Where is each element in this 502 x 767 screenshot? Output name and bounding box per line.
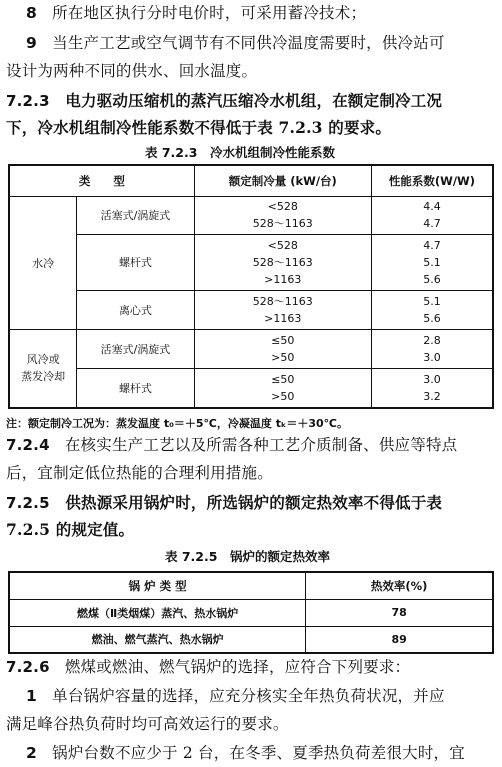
type-cell: 活塞式/涡旋式 [77,196,194,234]
clause-7-2-4 [6,434,457,456]
clause-7-2-5-line2: 7.2.5 的规定值。 [6,520,135,539]
cop-value: 5.1 [423,255,441,269]
clause-number: 7.2.4 [6,436,50,454]
boiler-efficiency-table [8,571,494,654]
cop-cell [371,329,493,368]
list-item-9 [26,32,445,54]
capacity-value: <528 [267,238,298,252]
group-air-cooled [9,329,77,408]
table-7-2-3-caption: 表 7.2.3 冷水机组制冷性能系数 [145,145,335,160]
clause-7-2-3 [6,90,442,112]
table-row [9,290,493,329]
capacity-value: >1163 [264,311,302,325]
clause-7-2-6-item-2 [26,742,465,764]
clause-text: 供热源采用锅炉时，所选锅炉的额定热效率不得低于表 [65,493,443,512]
cop-cell [371,196,493,234]
table-header-row [9,572,493,599]
type-cell: 离心式 [77,290,194,329]
capacity-value: 528～1163 [252,255,313,269]
type-cell: 活塞式/涡旋式 [77,329,194,368]
list-item-8 [26,2,366,24]
group-water-cooled: 水冷 [9,196,77,329]
clause-7-2-5 [6,492,442,514]
item-text: 当生产工艺或空气调节有不同供冷温度需要时，供冷站可 [52,34,445,52]
header-capacity: 额定制冷量 (kW/台) [194,165,371,196]
efficiency-cell: 78 [306,599,493,626]
table-header-row [9,165,493,196]
table-row [9,196,493,234]
cop-value: 5.6 [423,272,441,286]
clause-7-2-4-line2: 后，宜制定低位热能的合理利用措施。 [6,464,273,482]
efficiency-cell: 89 [306,626,493,653]
clause-7-2-6-item-1-line2: 满足峰谷热负荷时均可高效运行的要求。 [6,715,289,733]
table-row [9,234,493,290]
type-cell: 螺杆式 [77,234,194,290]
cop-value: 4.7 [423,238,441,252]
capacity-value: ≤50 [271,372,295,386]
group-name-line: 风冷或 [26,353,60,367]
table-row [9,329,493,368]
cop-cell [371,368,493,408]
capacity-value: >1163 [264,272,302,286]
cop-value: 3.2 [423,389,441,403]
clause-number: 7.2.5 [6,494,50,512]
boiler-type-cell: 燃油、燃气蒸汽、热水锅炉 [9,626,306,653]
capacity-cell [194,290,371,329]
cop-value: 3.0 [423,372,441,386]
clause-number: 7.2.6 [6,658,50,676]
header-cop: 性能系数(W/W) [371,165,493,196]
item-text: 单台锅炉容量的选择，应充分核实全年热负荷状况，并应 [52,687,445,705]
item-text: 锅炉台数不应少于 2 台，在冬季、夏季热负荷差很大时，宜 [52,744,465,762]
cop-value: 3.0 [423,350,441,364]
boiler-type-cell: 燃煤（Ⅱ类烟煤）蒸汽、热水锅炉 [9,599,306,626]
clause-number: 7.2.3 [6,92,50,110]
cop-table [8,164,494,409]
capacity-value: ≤50 [271,333,295,347]
type-cell: 螺杆式 [77,368,194,408]
capacity-cell [194,234,371,290]
header-type: 类 型 [9,165,194,196]
item-text: 所在地区执行分时电价时，可采用蓄冷技术； [52,4,367,22]
cop-cell [371,290,493,329]
capacity-value: 528～1163 [252,294,313,308]
cop-value: 4.4 [423,200,441,213]
item-number: 9 [26,34,37,52]
clause-7-2-6-item-1 [26,685,445,707]
cop-value: 2.8 [423,333,441,347]
cop-value: 5.6 [423,311,441,325]
capacity-value: >50 [271,389,295,403]
capacity-value: 528～1163 [252,217,313,230]
item-number: 1 [26,687,37,705]
clause-text: 在核实生产工艺以及所需各种工艺介质制备、供应等特点 [64,436,458,454]
header-efficiency: 热效率(%) [306,572,493,599]
clause-7-2-6 [6,656,410,678]
header-boiler-type: 锅 炉 类 型 [9,572,306,599]
table-row [9,368,493,408]
table-row [9,626,493,653]
item-9-continuation: 设计为两种不同的供水、回水温度。 [6,62,258,80]
cop-value: 4.7 [423,217,441,230]
capacity-cell [194,329,371,368]
table-note: 注：额定制冷工况为：蒸发温度 t₀＝＋5℃，冷凝温度 tₖ＝＋30℃。 [6,417,348,430]
capacity-value: >50 [271,350,295,364]
item-number: 2 [26,744,37,762]
group-name-line: 蒸发冷却 [21,370,66,384]
cop-cell [371,234,493,290]
item-number: 8 [26,4,37,22]
table-row [9,599,493,626]
capacity-cell [194,196,371,234]
table-7-2-5-caption: 表 7.2.5 锅炉的额定热效率 [165,549,330,564]
capacity-cell [194,368,371,408]
clause-text: 燃煤或燃油、燃气锅炉的选择，应符合下列要求： [64,658,411,676]
capacity-value: <528 [267,200,298,213]
clause-7-2-3-line2: 下，冷水机组制冷性能系数不得低于表 7.2.3 的要求。 [6,118,392,137]
clause-text: 电力驱动压缩机的蒸汽压缩冷水机组，在额定制冷工况 [65,91,443,110]
cop-value: 5.1 [423,294,441,308]
